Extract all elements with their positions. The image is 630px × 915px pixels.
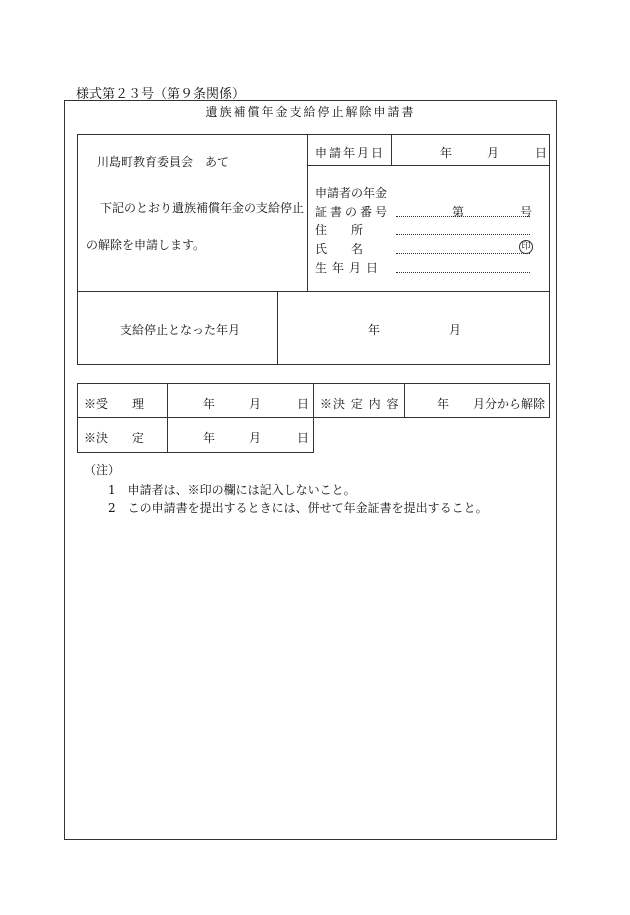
- body-text-line-2: の解除を申請します。: [86, 238, 206, 252]
- receipt-label: ※受 理: [84, 397, 145, 411]
- name-label: 氏 名: [315, 242, 364, 256]
- address-line: [396, 234, 530, 235]
- decision-month: 月: [249, 431, 262, 445]
- decision-label: ※決 定: [84, 431, 145, 445]
- form-title: 遺族補償年金支給停止解除申請書: [205, 105, 416, 119]
- decision-content-value: 年 月分から解除: [437, 397, 546, 411]
- suspension-label: 支給停止となった年月: [120, 323, 241, 337]
- receipt-day: 日: [297, 397, 310, 411]
- body-text-line-1: 下記のとおり遺族補償年金の支給停止: [100, 201, 305, 215]
- birthdate-label: 生年月日: [315, 261, 384, 275]
- suspension-divider: [77, 291, 550, 292]
- addressee: 川島町教育委員会 あて: [97, 155, 230, 169]
- decision-divider: [167, 417, 168, 453]
- certificate-dai: 第: [452, 205, 465, 219]
- receipt-year: 年: [203, 397, 216, 411]
- note-item-1: 1 申請者は、※印の欄には記入しないこと。: [108, 483, 356, 497]
- suspension-month: 月: [449, 323, 462, 337]
- suspension-year: 年: [368, 323, 381, 337]
- application-date-year: 年: [440, 146, 453, 160]
- decision-day: 日: [297, 431, 310, 445]
- decision-year: 年: [203, 431, 216, 445]
- suspension-vertical-divider: [277, 291, 278, 365]
- form-number: 様式第２３号（第９条関係）: [76, 87, 246, 102]
- application-date-month: 月: [487, 146, 500, 160]
- seal-mark: 印: [519, 240, 533, 254]
- certificate-label-2: 証書の番号: [315, 205, 391, 219]
- address-label: 住 所: [315, 223, 364, 237]
- note-item-2: 2 この申請書を提出するときには、併せて年金証書を提出すること。: [108, 501, 488, 515]
- receipt-divider-1: [167, 383, 168, 418]
- certificate-label-1: 申請者の年金: [315, 186, 388, 200]
- decision-content-label: ※決 定 内 容: [320, 397, 400, 411]
- application-date-label: 申請年月日: [315, 146, 386, 160]
- receipt-month: 月: [249, 397, 262, 411]
- birthdate-line: [396, 272, 530, 273]
- decision-content-divider: [404, 383, 405, 418]
- application-date-day: 日: [535, 146, 548, 160]
- notes-header: （注）: [84, 463, 121, 477]
- certificate-go: 号: [520, 205, 533, 219]
- name-line: [396, 253, 530, 254]
